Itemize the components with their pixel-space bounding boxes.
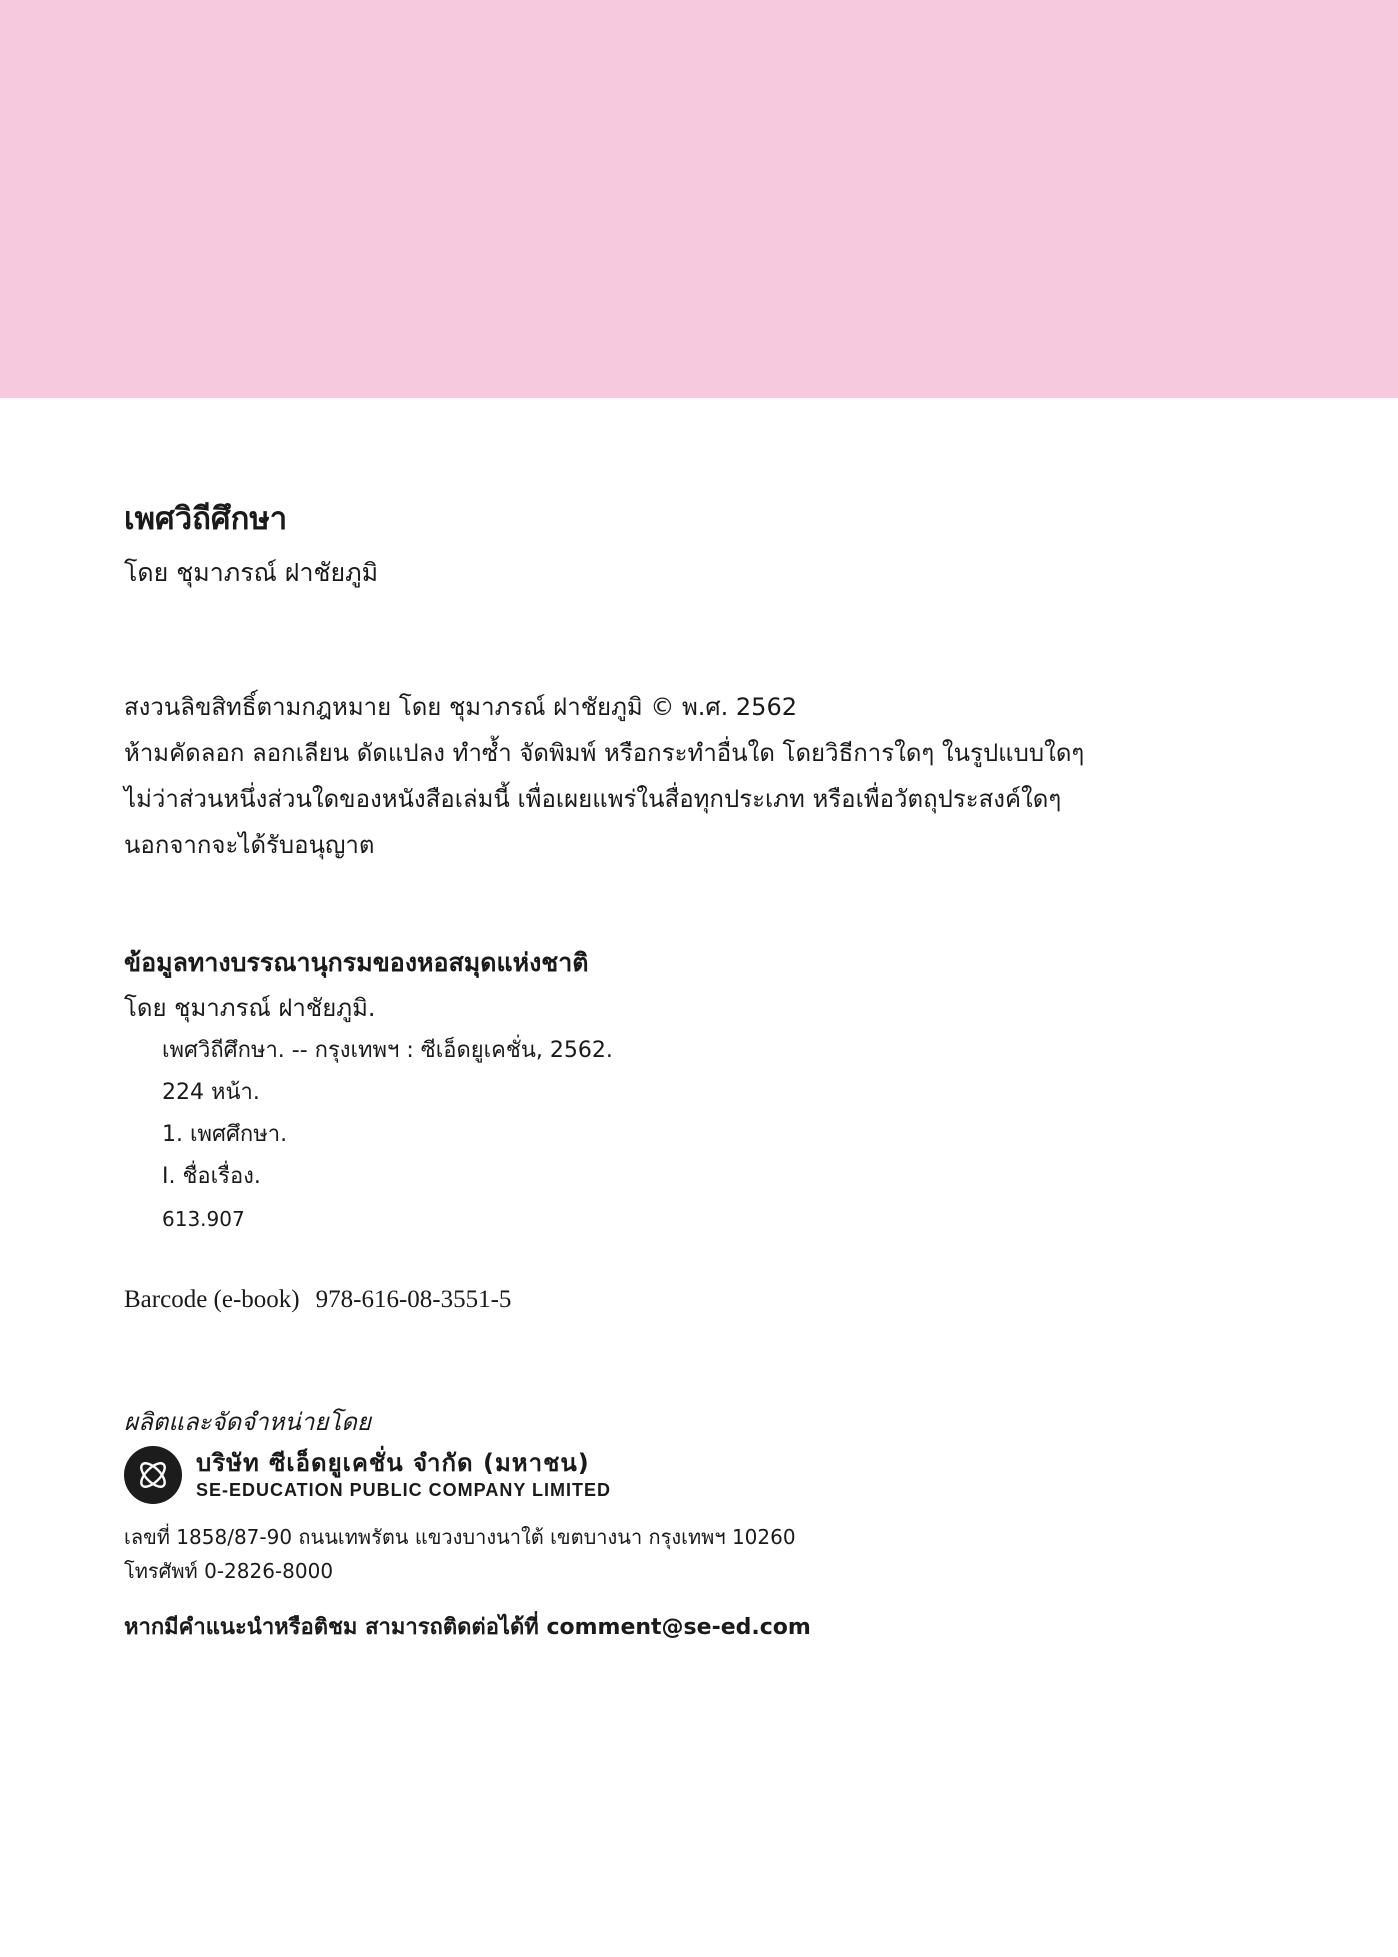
barcode-label: Barcode (e-book): [124, 1286, 300, 1313]
book-byline: โดย ชุมาภรณ์ ฝาชัยภูมิ: [124, 558, 379, 587]
publisher-identity: [124, 1446, 1274, 1504]
publisher-label: ผลิตและจัดจำหน่ายโดย: [124, 1408, 371, 1436]
publisher-phone: โทรศัพท์ 0-2826-8000: [124, 1559, 334, 1583]
cataloging-heading: ข้อมูลทางบรรณานุกรมของหอสมุดแห่งชาติ: [124, 948, 589, 977]
cataloging-entry: เพศวิถีศึกษา. -- กรุงเทพฯ : ซีเอ็ดยูเคชั่น, 2562.: [162, 1038, 613, 1063]
cataloging-entries: [124, 1030, 1274, 1240]
copyright-line: ห้ามคัดลอก ลอกเลียน ดัดแปลง ทำซ้ำ จัดพิมพ์ หรือกระทำอื่นใด โดยวิธีการใดๆ ในรูปแบบใดๆ: [124, 739, 1085, 767]
publisher-block: [124, 1402, 1274, 1588]
cataloging-entry: 1. เพศศึกษา.: [162, 1122, 288, 1147]
cataloging-entry: 224 หน้า.: [162, 1080, 260, 1105]
copyright-line: นอกจากจะได้รับอนุญาต: [124, 831, 375, 859]
cataloging-entry: I. ชื่อเรื่อง.: [162, 1164, 261, 1189]
copyright-line: ไม่ว่าส่วนหนึ่งส่วนใดของหนังสือเล่มนี้ เพื่อเผยแพร่ในสื่อทุกประเภท หรือเพื่อวัตถุประสงค์ใดๆ: [124, 785, 1062, 813]
book-title: เพศวิถีศึกษา: [124, 501, 288, 537]
cataloging-data: [124, 940, 1274, 1240]
copyright-page: [124, 488, 1274, 1646]
barcode-value: 978-616-08-3551-5: [315, 1286, 512, 1313]
cataloging-author: โดย ชุมาภรณ์ ฝาชัยภูมิ.: [124, 994, 376, 1022]
copyright-notice: [124, 684, 1274, 868]
publisher-name-thai: บริษัท ซีเอ็ดยูเคชั่น จำกัด (มหาชน): [196, 1449, 590, 1477]
publisher-address: เลขที่ 1858/87-90 ถนนเทพรัตน แขวงบางนาใต้ เขตบางนา กรุงเทพฯ 10260: [124, 1525, 796, 1549]
se-ed-logo-icon: [124, 1446, 182, 1504]
copyright-line: สงวนลิขสิทธิ์ตามกฎหมาย โดย ชุมาภรณ์ ฝาชัยภูมิ © พ.ศ. 2562: [124, 693, 797, 721]
publisher-address-block: [124, 1520, 1274, 1588]
top-color-band: [0, 0, 1398, 398]
publisher-names: [196, 1448, 611, 1502]
publisher-name-english: SE-EDUCATION PUBLIC COMPANY LIMITED: [196, 1480, 612, 1500]
isbn-barcode: [124, 1280, 1274, 1320]
feedback-contact: หากมีคำแนะนำหรือติชม สามารถติดต่อได้ที่ comment@se-ed.com: [124, 1615, 811, 1640]
cataloging-entry: 613.907: [162, 1207, 245, 1231]
